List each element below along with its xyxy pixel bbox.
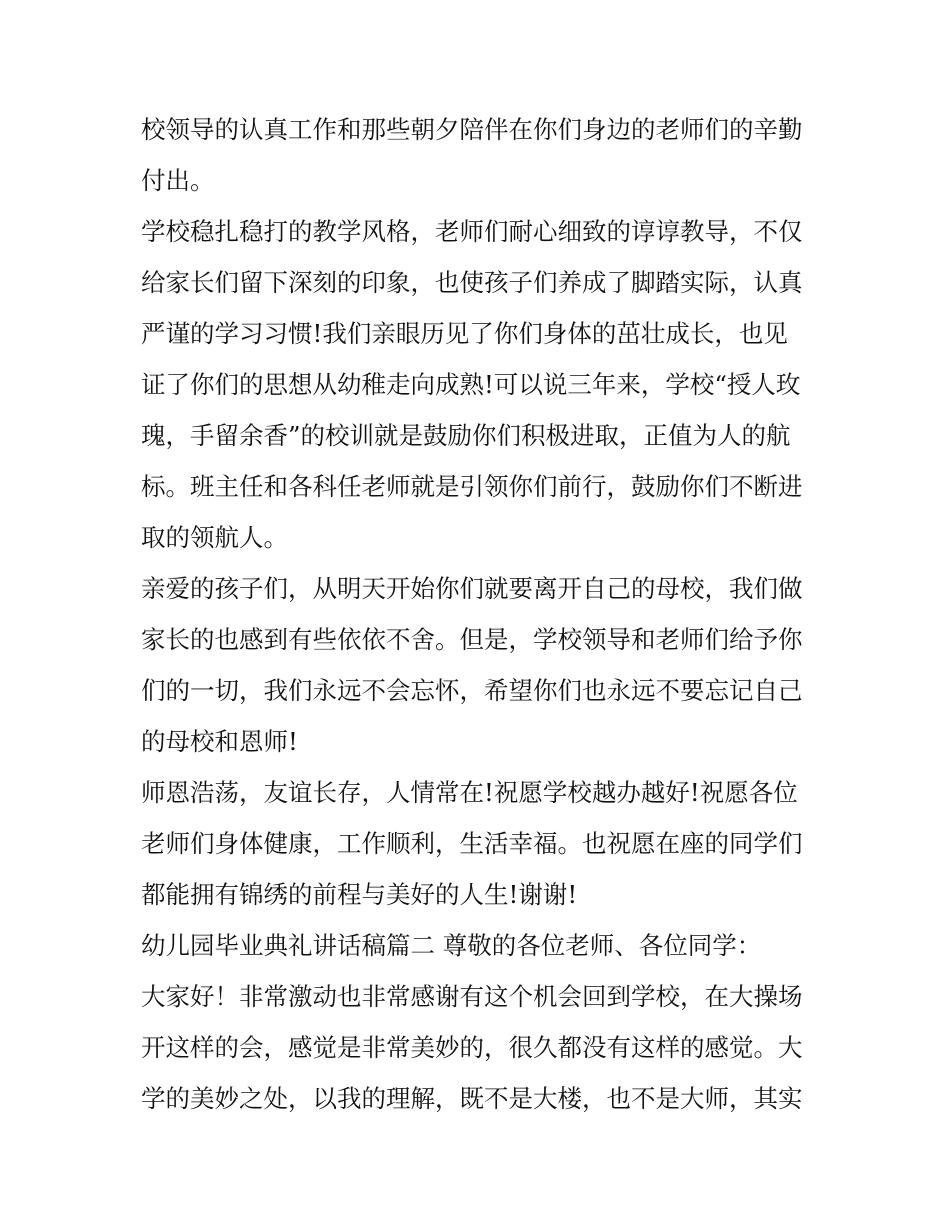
text-line: 都能拥有锦绣的前程与美好的人生!谢谢! [141, 880, 578, 909]
text-line: 家长的也感到有些依依不舍。但是，学校领导和老师们给予你 [141, 625, 803, 654]
text-line: 的母校和恩师! [141, 727, 298, 756]
text-line: 学校稳扎稳打的教学风格，老师们耐心细致的谆谆教导，不仅 [141, 217, 803, 246]
text-line: 证了你们的思想从幼稚走向成熟!可以说三年来，学校“授人玫 [141, 370, 801, 399]
text-line: 校领导的认真工作和那些朝夕陪伴在你们身边的老师们的辛勤 [141, 115, 803, 144]
text-line: 给家长们留下深刻的印象，也使孩子们养成了脚踏实际，认真 [141, 268, 803, 297]
text-line: 大家好！非常激动也非常感谢有这个机会回到学校，在大操场 [141, 982, 803, 1011]
section-heading-line: 幼儿园毕业典礼讲话稿篇二 尊敬的各位老师、各位同学： [141, 931, 762, 960]
text-line: 瑰，手留余香”的校训就是鼓励你们积极进取，正值为人的航 [141, 421, 791, 450]
text-line: 老师们身体健康，工作顺利，生活幸福。也祝愿在座的同学们 [141, 829, 803, 858]
text-line: 学的美妙之处，以我的理解，既不是大楼，也不是大师，其实 [141, 1084, 803, 1113]
text-line: 取的领航人。 [141, 523, 288, 552]
text-line: 严谨的学习习惯!我们亲眼历见了你们身体的茁壮成长，也见 [141, 319, 788, 348]
document-body [141, 104, 821, 1124]
text-line: 亲爱的孩子们，从明天开始你们就要离开自己的母校，我们做 [141, 574, 803, 603]
text-line: 付出。 [141, 166, 215, 195]
text-line: 标。班主任和各科任老师就是引领你们前行，鼓励你们不断进 [141, 472, 803, 501]
text-line: 们的一切，我们永远不会忘怀，希望你们也永远不要忘记自己 [141, 676, 803, 705]
text-line: 师恩浩荡，友谊长存，人情常在!祝愿学校越办越好!祝愿各位 [141, 778, 798, 807]
text-line: 开这样的会，感觉是非常美妙的，很久都没有这样的感觉。大 [141, 1033, 803, 1062]
